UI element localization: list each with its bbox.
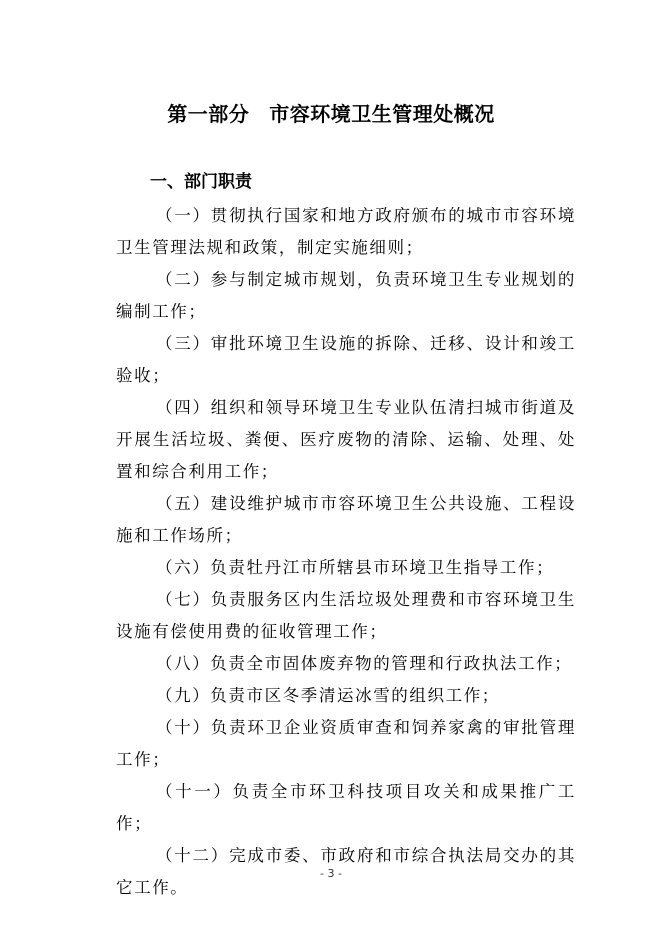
duty-paragraph-11: （十一）负责全市环卫科技项目攻关和成果推广工作； bbox=[116, 782, 576, 833]
duties-list bbox=[116, 200, 576, 904]
duty-paragraph-8: （八）负责全市固体废弃物的管理和行政执法工作； bbox=[156, 654, 573, 673]
duty-paragraph-3: （三）审批环境卫生设施的拆除、迁移、设计和竣工验收； bbox=[116, 334, 576, 385]
duty-paragraph-6: （六）负责牡丹江市所辖县市环境卫生指导工作； bbox=[156, 558, 555, 577]
page-number: - 3 - bbox=[320, 867, 342, 880]
page-title bbox=[0, 100, 662, 128]
duty-paragraph-2: （二）参与制定城市规划，负责环境卫生专业规划的编制工作； bbox=[116, 270, 576, 321]
duty-paragraph-10: （十）负责环卫企业资质审查和饲养家禽的审批管理工作； bbox=[116, 718, 576, 769]
duty-paragraph-4: （四）组织和领导环境卫生专业队伍清扫城市街道及开展生活垃圾、粪便、医疗废物的清除、运输、处理、处置和综合利用工作； bbox=[116, 398, 576, 481]
section-heading: 一、部门职责 bbox=[150, 172, 252, 192]
duty-paragraph-1: （一）贯彻执行国家和地方政府颁布的城市市容环境卫生管理法规和政策，制定实施细则； bbox=[116, 206, 576, 257]
duty-paragraph-7: （七）负责服务区内生活垃圾处理费和市容环境卫生设施有偿使用费的征收管理工作； bbox=[116, 590, 576, 641]
title-name: 市容环境卫生管理处概况 bbox=[269, 102, 495, 126]
title-part: 第一部分 bbox=[167, 102, 250, 126]
duty-paragraph-5: （五）建设维护城市市容环境卫生公共设施、工程设施和工作场所； bbox=[116, 494, 576, 545]
duty-paragraph-9: （九）负责市区冬季清运冰雪的组织工作； bbox=[156, 686, 500, 705]
duty-paragraph-12: （十二）完成市委、市政府和市综合执法局交办的其它工作。 bbox=[116, 846, 576, 897]
